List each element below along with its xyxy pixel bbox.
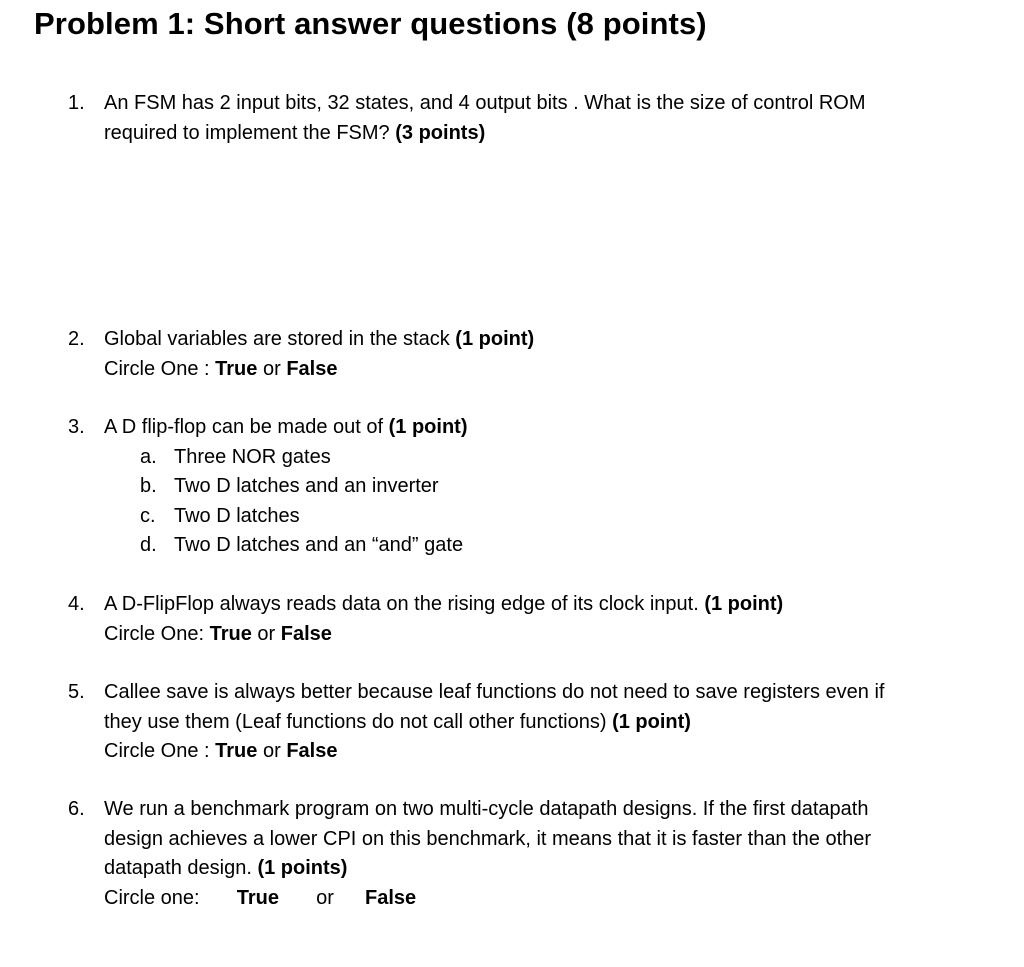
- circle-one-label: Circle one:: [104, 886, 200, 909]
- question-text: design achieves a lower CPI on this benchmark, it means that it is faster than the other: [104, 827, 872, 850]
- option-letter: a.: [140, 445, 157, 468]
- true-option[interactable]: True: [215, 740, 258, 762]
- question-number: 1.: [68, 92, 85, 114]
- circle-one-line: [104, 355, 534, 385]
- false-option[interactable]: False: [286, 740, 338, 762]
- answer-option-b[interactable]: [104, 472, 468, 502]
- option-letter: b.: [140, 475, 157, 497]
- question-body: [104, 325, 534, 384]
- question-number: 3.: [68, 416, 85, 438]
- question-body: [104, 413, 468, 561]
- points-label: (1 point): [388, 416, 468, 438]
- points-label: (1 point): [455, 328, 535, 350]
- question-text: Callee save is always better because leaf functions do not need to save registers even if: [104, 681, 885, 703]
- question-body: [104, 795, 871, 913]
- question-text: Global variables are stored in the stack: [104, 328, 450, 350]
- or-label: or: [262, 740, 281, 762]
- question-text: A D-FlipFlop always reads data on the rising edge of its clock input.: [104, 593, 699, 615]
- question-body: [104, 678, 884, 767]
- question-text-line: [104, 708, 884, 738]
- page-title: Problem 1: Short answer questions (8 points): [34, 6, 707, 41]
- true-option[interactable]: True: [209, 622, 252, 645]
- question-number: 5.: [68, 681, 85, 703]
- answer-option-d[interactable]: [104, 531, 468, 561]
- question-text-line: [104, 413, 468, 443]
- question-body: [104, 590, 783, 649]
- option-text: Two D latches and an “and” gate: [174, 534, 464, 556]
- question-text-line: [104, 325, 534, 355]
- circle-one-line: [104, 620, 783, 650]
- or-label: or: [262, 357, 281, 380]
- points-label: (3 points): [395, 121, 486, 144]
- false-option[interactable]: False: [286, 357, 338, 380]
- question-text: required to implement the FSM?: [104, 121, 390, 144]
- option-text: Two D latches and an inverter: [174, 475, 439, 497]
- option-text: Three NOR gates: [174, 445, 331, 468]
- question-text: datapath design.: [104, 857, 252, 879]
- circle-one-line: [104, 737, 884, 767]
- answer-option-c[interactable]: [104, 502, 468, 532]
- answer-option-a[interactable]: [104, 443, 468, 473]
- circle-one-line: [104, 884, 871, 914]
- question-text-line: [104, 854, 871, 884]
- question-text: An FSM has 2 input bits, 32 states, and 4 output bits . What is the size of control ROM: [104, 92, 866, 114]
- false-option[interactable]: False: [365, 886, 417, 909]
- question-number: 2.: [68, 328, 85, 350]
- circle-one-label: Circle One:: [104, 622, 205, 645]
- points-label: (1 point): [704, 593, 784, 615]
- option-letter: c.: [140, 504, 156, 527]
- points-label: (1 point): [612, 710, 691, 733]
- question-text-line: [104, 590, 783, 620]
- or-label: or: [257, 622, 276, 645]
- option-text: Two D latches: [174, 504, 300, 527]
- question-text-line: [104, 119, 865, 149]
- option-letter: d.: [140, 534, 157, 556]
- true-option[interactable]: True: [215, 357, 258, 380]
- question-number: 4.: [68, 593, 85, 615]
- question-text: they use them (Leaf functions do not call other functions): [104, 710, 607, 733]
- question-text: A D flip-flop can be made out of: [104, 416, 384, 438]
- question-body: [104, 89, 865, 148]
- circle-one-label: Circle One :: [104, 357, 210, 380]
- question-text: We run a benchmark program on two multi-cycle datapath designs. If the first datapath: [104, 798, 869, 820]
- true-option[interactable]: True: [236, 886, 279, 909]
- points-label: (1 points): [257, 857, 348, 879]
- or-label: or: [316, 886, 334, 909]
- circle-one-label: Circle One :: [104, 740, 210, 762]
- question-number: 6.: [68, 798, 85, 820]
- false-option[interactable]: False: [280, 622, 332, 645]
